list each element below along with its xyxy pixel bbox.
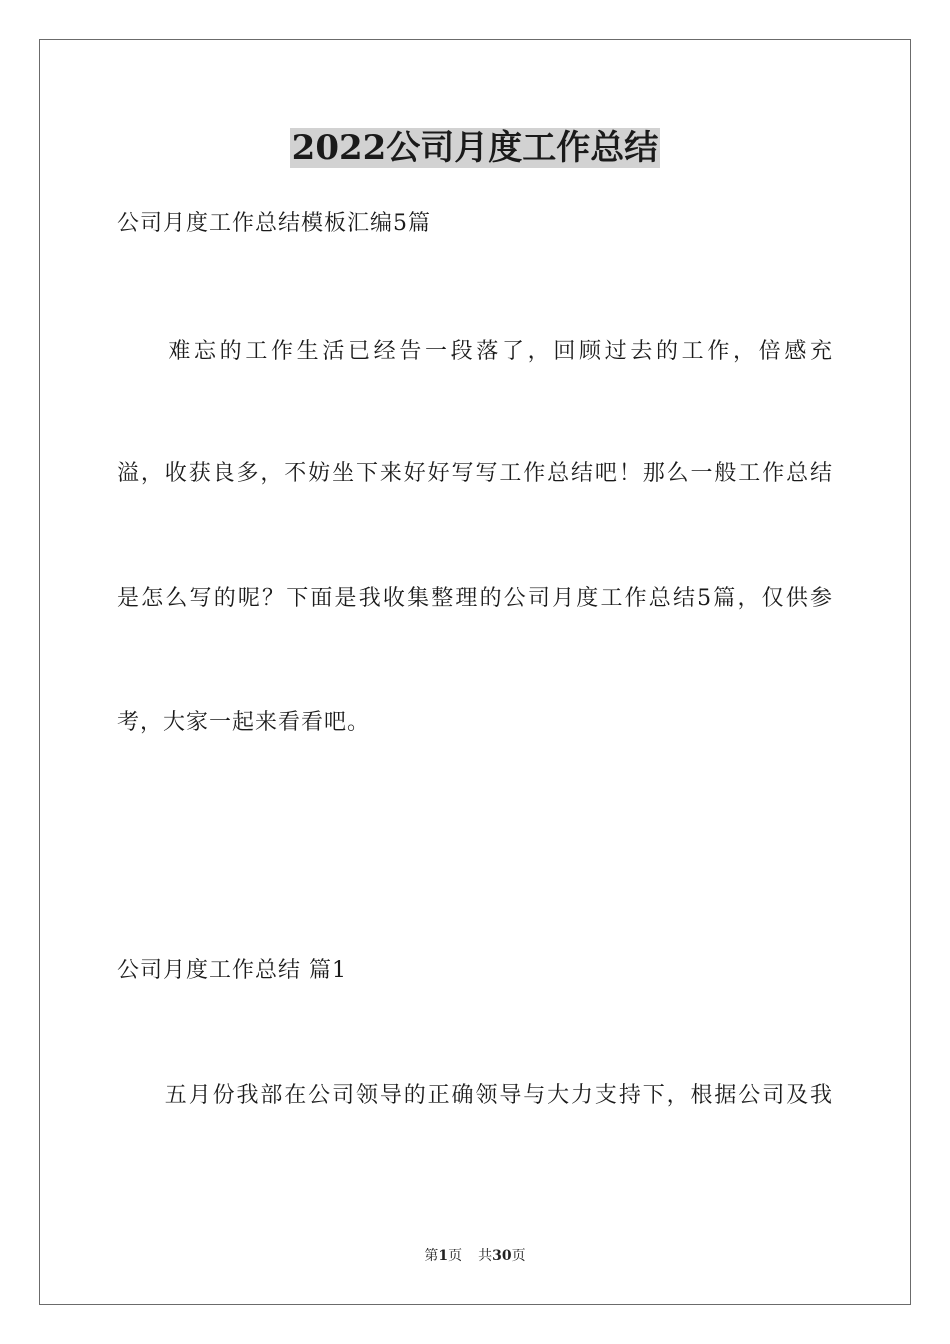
footer-page-prefix: 第: [424, 1248, 439, 1264]
intro-line-4: 考，大家一起来看看吧。: [117, 710, 371, 735]
document-subtitle: 公司月度工作总结模板汇编5篇: [117, 211, 431, 236]
document-title-text: 2022公司月度工作总结: [291, 128, 659, 168]
footer-total-suffix: 页: [511, 1248, 526, 1264]
page-footer: [0, 1246, 950, 1266]
footer-total-prefix: 共: [478, 1248, 493, 1264]
intro-line-2: 溢，收获良多，不妨坐下来好好写写工作总结吧！那么一般工作总结: [117, 461, 833, 486]
intro-line-3: 是怎么写的呢？下面是我收集整理的公司月度工作总结5篇，仅供参: [117, 586, 833, 611]
intro-line-1: 难忘的工作生活已经告一段落了，回顾过去的工作，倍感充: [117, 339, 833, 364]
section-heading: 公司月度工作总结 篇1: [117, 958, 347, 983]
footer-total-pages: 30: [492, 1248, 512, 1264]
document-title: [0, 126, 950, 170]
footer-page-number: 1: [438, 1248, 449, 1264]
section-line-1: 五月份我部在公司领导的正确领导与大力支持下，根据公司及我: [117, 1083, 833, 1108]
footer-page-suffix: 页: [448, 1248, 463, 1264]
